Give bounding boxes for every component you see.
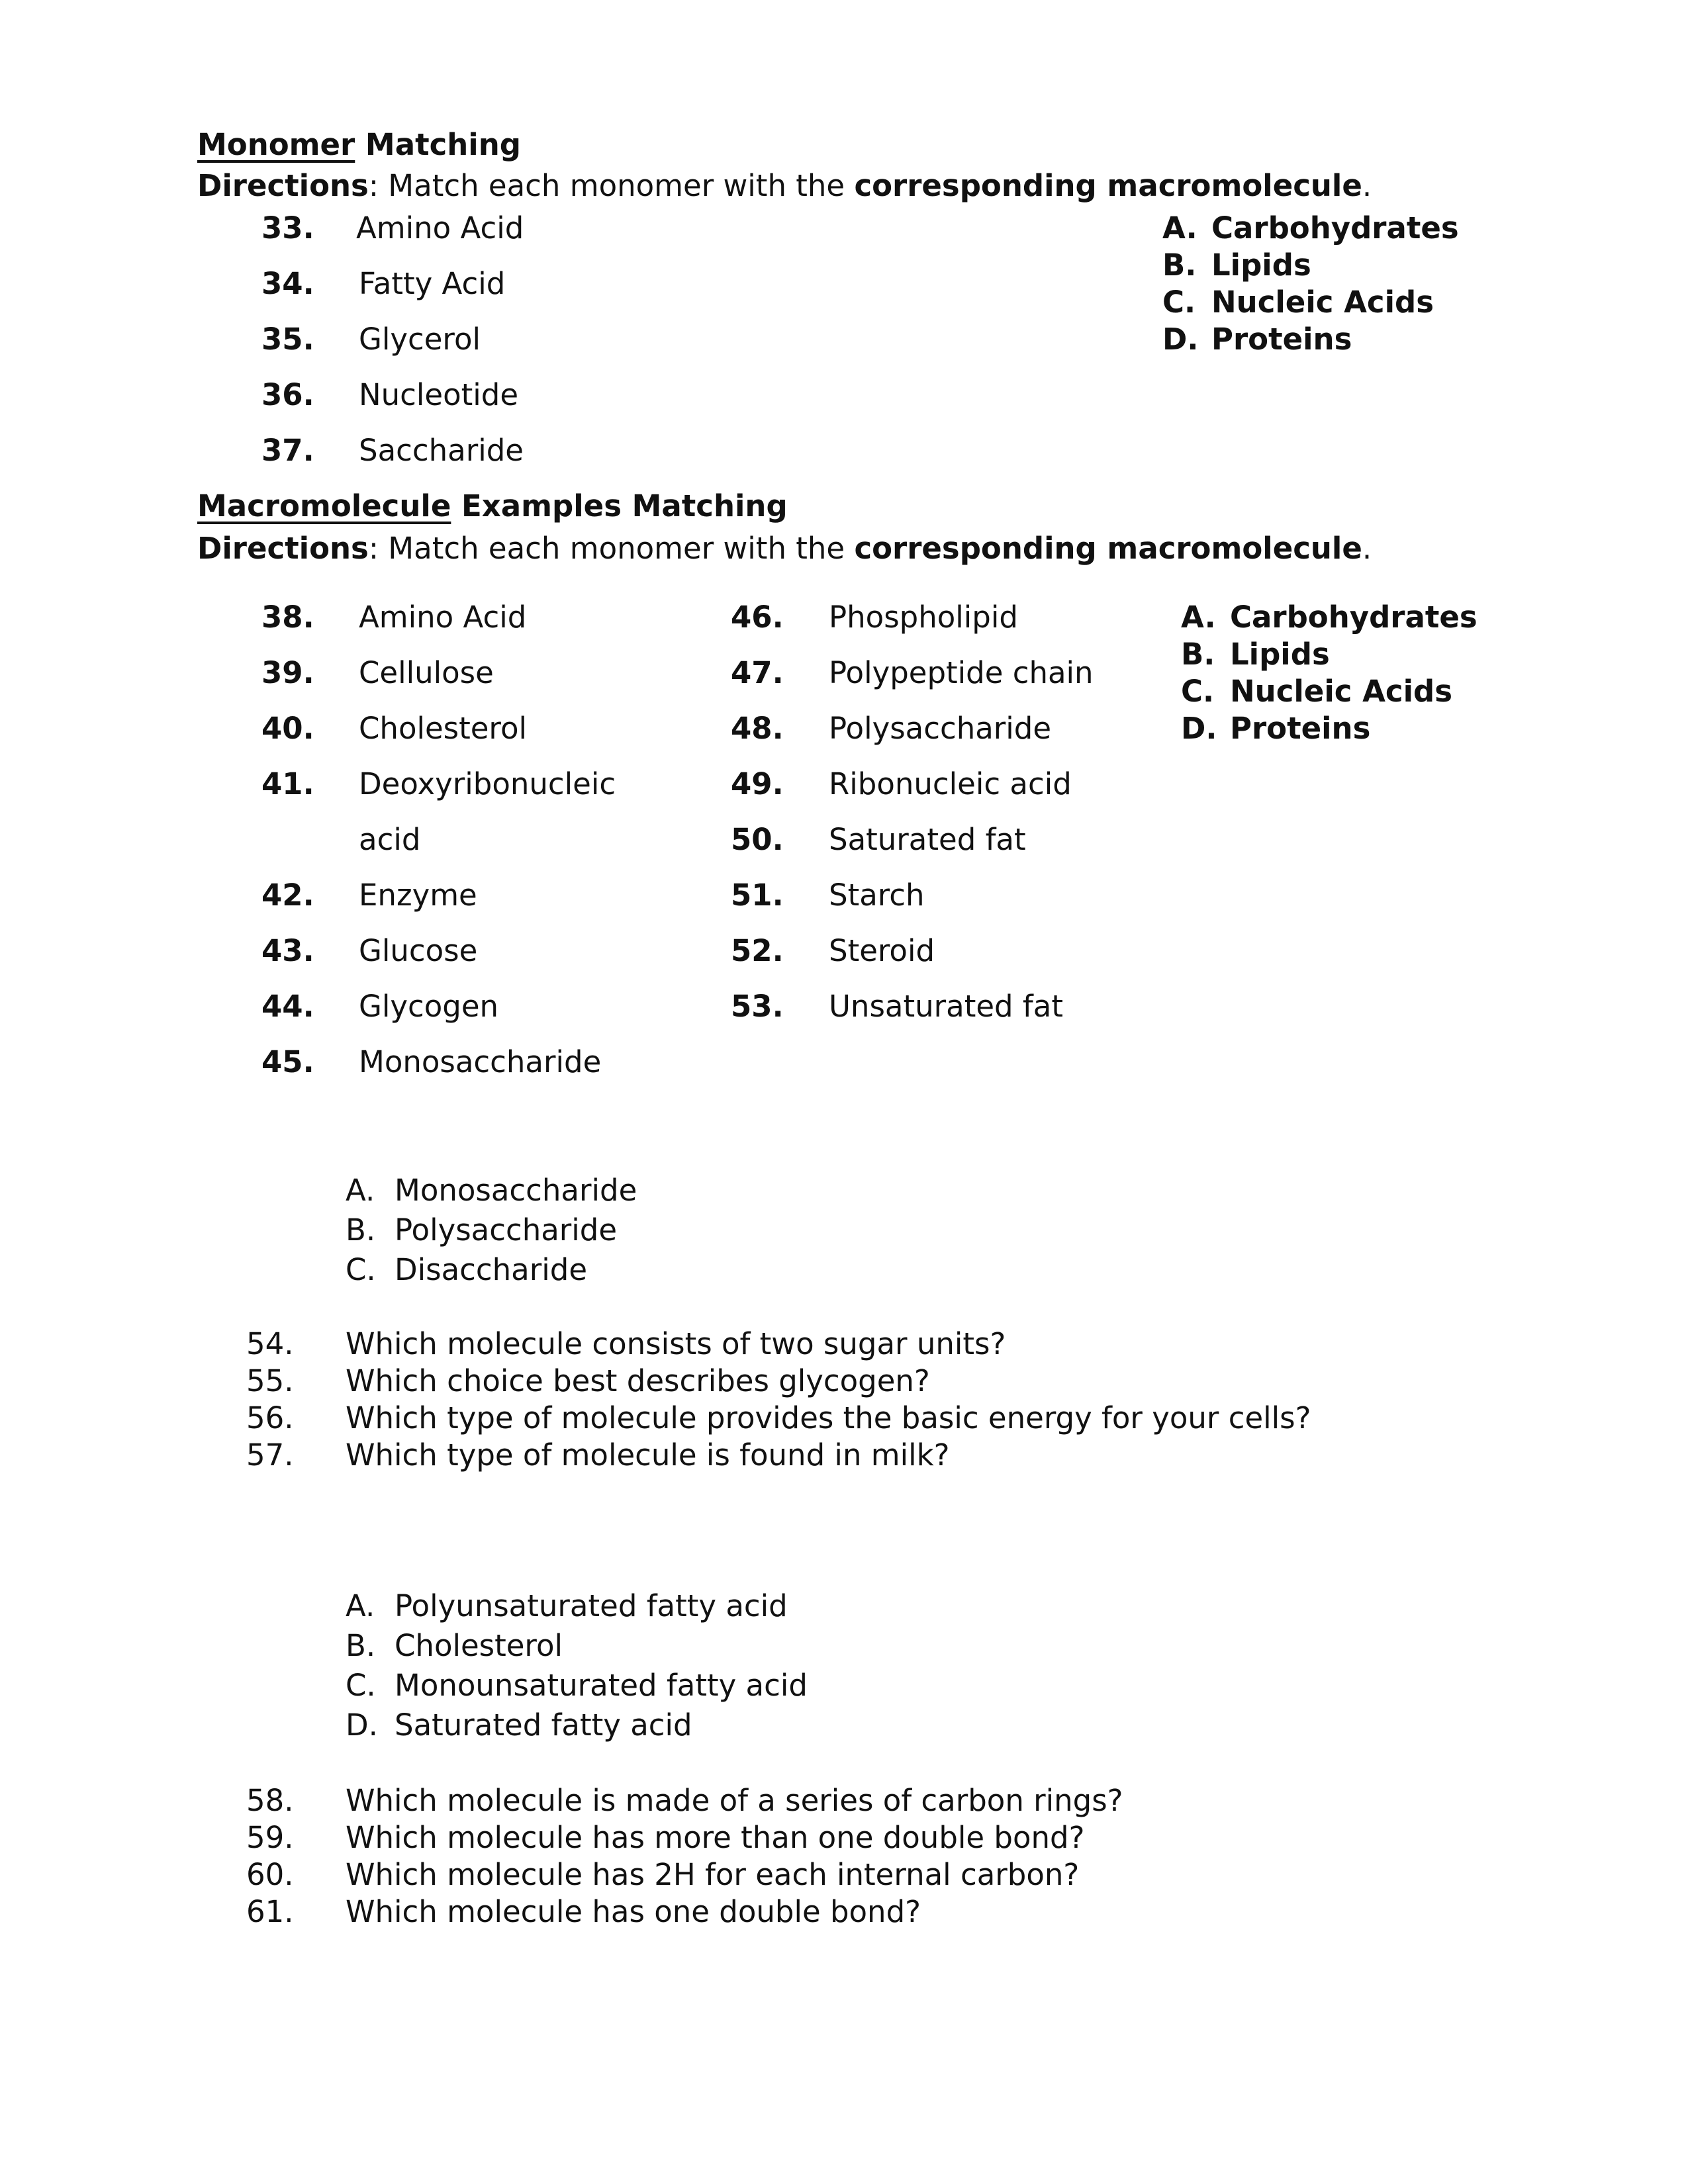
choice-text: Nucleic Acids — [1211, 285, 1434, 320]
item-text: Saturated fat — [829, 822, 1026, 857]
question-number: 57. — [246, 1437, 294, 1473]
question-text: Which molecule has more than one double bond? — [346, 1820, 1085, 1855]
question-number: 58. — [246, 1783, 294, 1818]
item-number: 50. — [731, 822, 784, 857]
choice-text: Carbohydrates — [1211, 210, 1459, 246]
question-number: 60. — [246, 1857, 294, 1892]
choice-text: Monounsaturated fatty acid — [395, 1668, 808, 1703]
item-number: 35. — [261, 322, 314, 357]
choice-letter: D. — [1181, 711, 1217, 746]
item-number: 47. — [731, 655, 784, 690]
choice-text: Proteins — [1211, 322, 1352, 357]
directions-end: . — [1362, 168, 1372, 203]
question-number: 61. — [246, 1894, 294, 1929]
item-text: Glucose — [359, 933, 478, 968]
item-text: Monosaccharide — [359, 1044, 602, 1079]
item-number: 46. — [731, 600, 784, 635]
item-text: Starch — [829, 878, 925, 913]
directions-label: Directions — [197, 168, 369, 203]
item-text: Ribonucleic acid — [829, 766, 1072, 801]
item-text: Cholesterol — [359, 711, 527, 746]
choice-letter: B. — [346, 1628, 376, 1663]
directions-bold: corresponding macromolecule — [854, 531, 1362, 566]
item-text: Nucleotide — [359, 377, 519, 412]
item-number: 44. — [261, 989, 314, 1024]
choice-letter: B. — [1162, 248, 1197, 283]
item-text: Steroid — [829, 933, 935, 968]
item-number: 34. — [261, 266, 314, 301]
question-text: Which molecule has 2H for each internal carbon? — [346, 1857, 1080, 1892]
item-text: Unsaturated fat — [829, 989, 1063, 1024]
section2-title-rest: Examples Matching — [451, 488, 788, 523]
section2-title — [197, 488, 788, 523]
item-number: 36. — [261, 377, 314, 412]
choice-letter: C. — [346, 1668, 376, 1703]
choice-text: Disaccharide — [395, 1252, 588, 1287]
directions-end: . — [1362, 531, 1372, 566]
choice-text: Lipids — [1211, 248, 1311, 283]
choice-letter: A. — [1162, 210, 1197, 246]
question-number: 59. — [246, 1820, 294, 1855]
question-number: 55. — [246, 1363, 294, 1398]
item-number: 43. — [261, 933, 314, 968]
choice-letter: A. — [1181, 600, 1216, 635]
choice-letter: C. — [1181, 674, 1215, 709]
directions-bold: corresponding macromolecule — [854, 168, 1362, 203]
item-text: Glycerol — [359, 322, 481, 357]
item-text: Saccharide — [359, 433, 524, 468]
choice-text: Proteins — [1230, 711, 1371, 746]
item-text: Cellulose — [359, 655, 494, 690]
item-text: Phospholipid — [829, 600, 1018, 635]
item-text: Amino Acid — [359, 600, 527, 635]
item-text: Glycogen — [359, 989, 499, 1024]
item-text: Polypeptide chain — [829, 655, 1094, 690]
section1-title-rest: Matching — [355, 127, 521, 162]
item-number: 51. — [731, 878, 784, 913]
choice-letter: D. — [346, 1707, 378, 1743]
choice-letter: B. — [1181, 637, 1215, 672]
item-number: 40. — [261, 711, 314, 746]
item-text: Fatty Acid — [359, 266, 506, 301]
item-number: 37. — [261, 433, 314, 468]
item-number: 45. — [261, 1044, 314, 1079]
choice-letter: C. — [1162, 285, 1196, 320]
question-text: Which molecule consists of two sugar units? — [346, 1326, 1006, 1361]
item-text: Polysaccharide — [829, 711, 1052, 746]
choice-text: Saturated fatty acid — [395, 1707, 692, 1743]
question-text: Which choice best describes glycogen? — [346, 1363, 930, 1398]
question-text: Which molecule is made of a series of carbon rings? — [346, 1783, 1123, 1818]
section2-title-underlined: Macromolecule — [197, 488, 451, 523]
question-text: Which molecule has one double bond? — [346, 1894, 921, 1929]
choice-text: Polysaccharide — [395, 1212, 618, 1248]
choice-letter: C. — [346, 1252, 376, 1287]
choice-letter: A. — [346, 1173, 375, 1208]
section1-title-underlined: Monomer — [197, 127, 355, 162]
directions-label: Directions — [197, 531, 369, 566]
item-number: 39. — [261, 655, 314, 690]
choice-letter: B. — [346, 1212, 376, 1248]
item-text: Amino Acid — [356, 210, 524, 246]
choice-text: Carbohydrates — [1230, 600, 1477, 635]
choice-text: Polyunsaturated fatty acid — [395, 1588, 788, 1623]
section2-directions — [197, 531, 1372, 566]
item-number: 53. — [731, 989, 784, 1024]
question-number: 54. — [246, 1326, 294, 1361]
section1-title — [197, 127, 521, 162]
choice-text: Lipids — [1230, 637, 1330, 672]
item-number: 48. — [731, 711, 784, 746]
directions-text: : Match each monomer with the — [368, 531, 855, 566]
item-number: 33. — [261, 210, 314, 246]
item-text: Enzyme — [359, 878, 477, 913]
choice-text: Monosaccharide — [395, 1173, 637, 1208]
item-number: 52. — [731, 933, 784, 968]
item-text-continued: acid — [359, 822, 421, 857]
choice-text: Cholesterol — [395, 1628, 563, 1663]
section1-directions — [197, 168, 1372, 203]
item-number: 42. — [261, 878, 314, 913]
item-number: 49. — [731, 766, 784, 801]
choice-text: Nucleic Acids — [1230, 674, 1453, 709]
directions-text: : Match each monomer with the — [368, 168, 855, 203]
choice-letter: D. — [1162, 322, 1199, 357]
question-number: 56. — [246, 1400, 294, 1435]
item-text: Deoxyribonucleic — [359, 766, 616, 801]
item-number: 41. — [261, 766, 314, 801]
question-text: Which type of molecule is found in milk? — [346, 1437, 950, 1473]
question-text: Which type of molecule provides the basic energy for your cells? — [346, 1400, 1311, 1435]
item-number: 38. — [261, 600, 314, 635]
choice-letter: A. — [346, 1588, 375, 1623]
